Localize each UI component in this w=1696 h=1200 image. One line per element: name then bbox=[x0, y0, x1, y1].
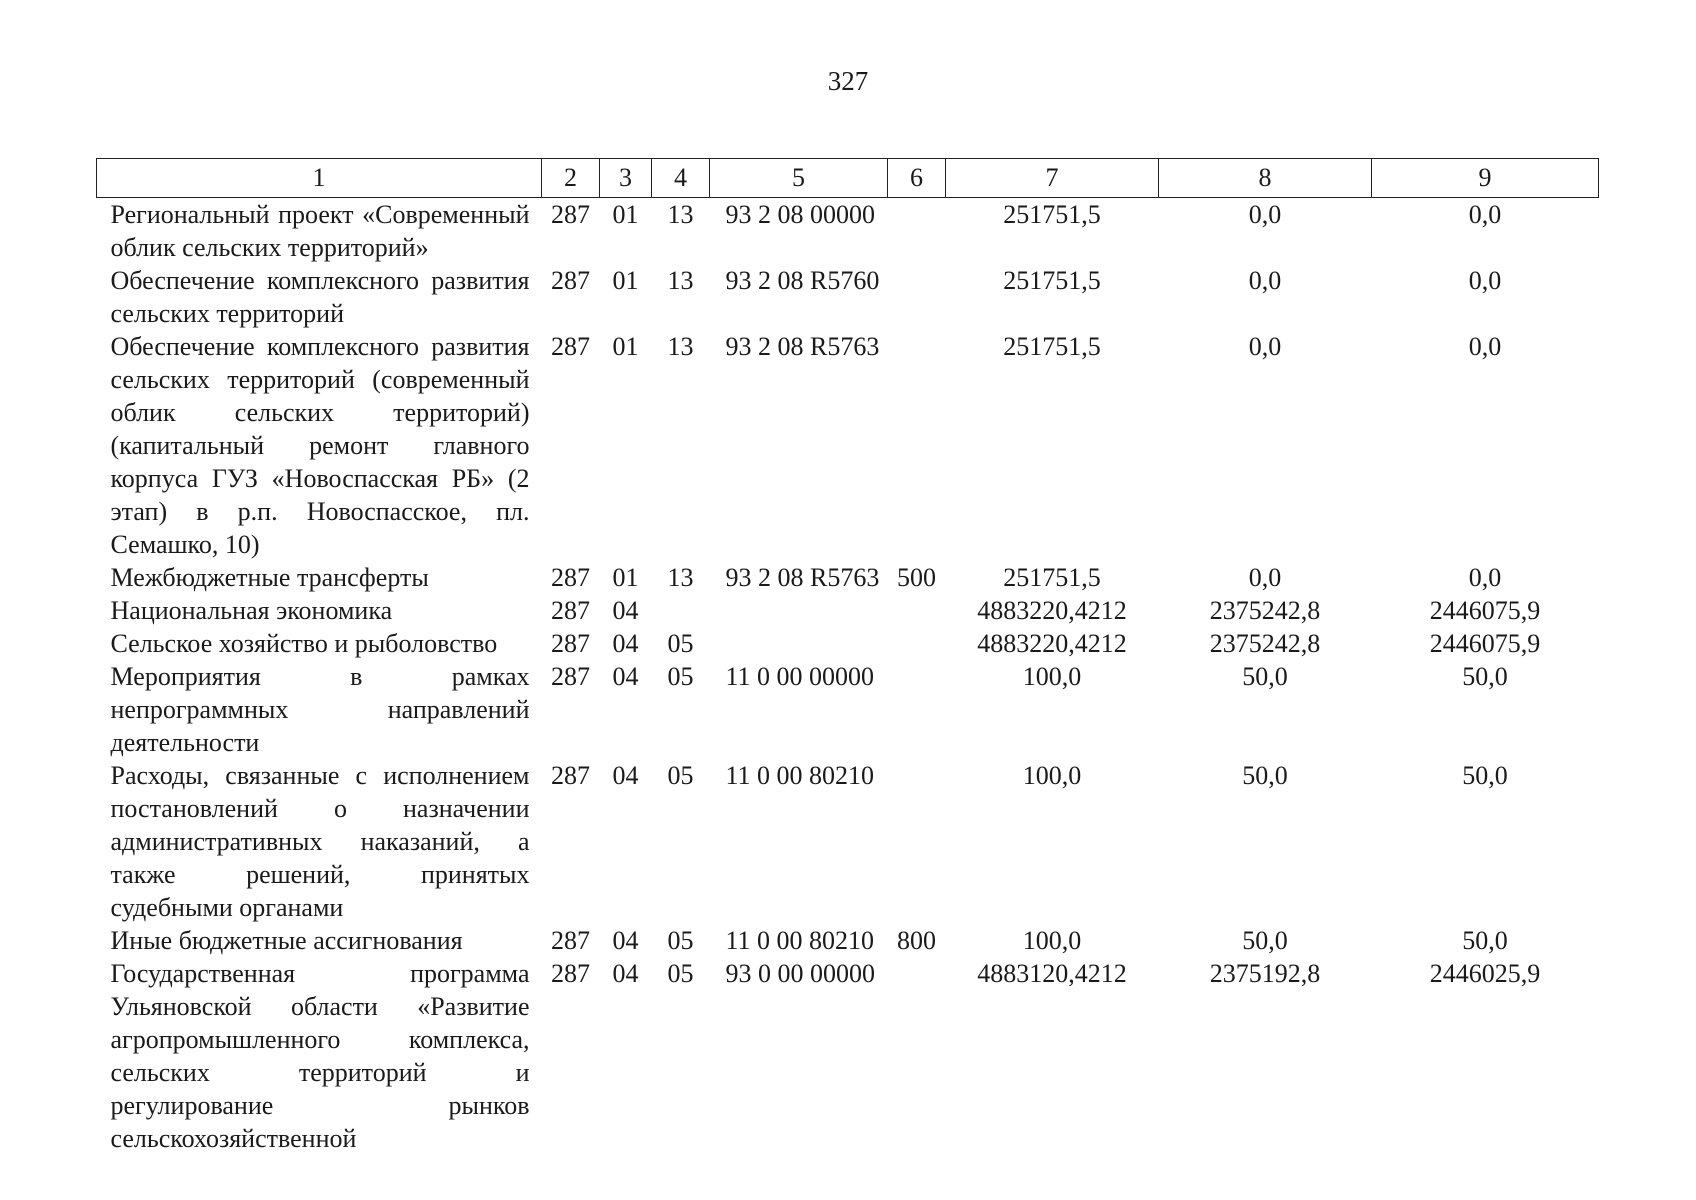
row-section-code: 04 bbox=[612, 629, 639, 658]
row-subsection-code: 05 bbox=[667, 629, 694, 658]
row-amount-col7: 251751,5 bbox=[1003, 200, 1101, 229]
row-amount-col8: 0,0 bbox=[1248, 563, 1282, 592]
row-section-code: 04 bbox=[612, 959, 639, 988]
header-col-6: 6 bbox=[888, 159, 946, 198]
row-name: Национальная экономика bbox=[110, 596, 393, 625]
row-amount-col7: 251751,5 bbox=[1003, 563, 1101, 592]
row-ministry-code: 287 bbox=[551, 563, 590, 592]
row-name: Государственная программа Ульяновской области «Развитие агропромышленного комплекса, сельских территорий и регулирование рынков сельскохозяйственной bbox=[110, 959, 530, 1153]
header-col-9: 9 bbox=[1372, 159, 1599, 198]
row-amount-col9: 0,0 bbox=[1468, 200, 1502, 229]
row-name: Межбюджетные трансферты bbox=[110, 563, 429, 592]
row-section-code: 04 bbox=[612, 662, 639, 691]
row-expense-type bbox=[888, 330, 946, 561]
table-row bbox=[97, 627, 1599, 660]
table-row bbox=[97, 660, 1599, 759]
row-amount-col9: 2446075,9 bbox=[1429, 629, 1541, 658]
row-amount-col8: 50,0 bbox=[1242, 761, 1288, 790]
row-ministry-code: 287 bbox=[551, 629, 590, 658]
row-amount-col9: 0,0 bbox=[1468, 332, 1502, 361]
row-amount-col8: 50,0 bbox=[1242, 926, 1288, 955]
row-target-article: 93 2 08 00000 bbox=[725, 200, 875, 229]
row-ministry-code: 287 bbox=[551, 266, 590, 295]
row-amount-col7: 4883120,4212 bbox=[977, 959, 1127, 988]
row-subsection-code: 05 bbox=[667, 761, 694, 790]
row-name: Обеспечение комплексного развития сельских территорий bbox=[110, 266, 530, 328]
table-row bbox=[97, 759, 1599, 924]
row-amount-col9: 2446075,9 bbox=[1429, 596, 1541, 625]
row-amount-col9: 50,0 bbox=[1462, 662, 1508, 691]
row-ministry-code: 287 bbox=[551, 332, 590, 361]
row-amount-col8: 2375242,8 bbox=[1209, 629, 1321, 658]
row-expense-type bbox=[888, 660, 946, 759]
row-section-code: 01 bbox=[612, 266, 639, 295]
row-ministry-code: 287 bbox=[551, 200, 590, 229]
row-subsection-code: 05 bbox=[667, 959, 694, 988]
row-amount-col9: 2446025,9 bbox=[1429, 959, 1541, 988]
row-amount-col9: 0,0 bbox=[1468, 563, 1502, 592]
row-expense-type bbox=[888, 759, 946, 924]
table-row bbox=[97, 924, 1599, 957]
row-amount-col8: 0,0 bbox=[1248, 332, 1282, 361]
row-expense-type bbox=[888, 198, 946, 265]
row-section-code: 01 bbox=[612, 563, 639, 592]
row-section-code: 04 bbox=[612, 596, 639, 625]
row-name: Мероприятия в рамках непрограммных направлений деятельности bbox=[110, 662, 530, 757]
table-row bbox=[97, 594, 1599, 627]
table-row bbox=[97, 264, 1599, 330]
header-col-8: 8 bbox=[1159, 159, 1372, 198]
row-amount-col8: 2375242,8 bbox=[1209, 596, 1321, 625]
table-row bbox=[97, 957, 1599, 1155]
row-ministry-code: 287 bbox=[551, 662, 590, 691]
row-section-code: 04 bbox=[612, 926, 639, 955]
row-target-article: 93 2 08 R5763 bbox=[725, 332, 880, 361]
row-amount-col9: 50,0 bbox=[1462, 926, 1508, 955]
header-col-5: 5 bbox=[710, 159, 888, 198]
row-section-code: 01 bbox=[612, 200, 639, 229]
row-amount-col7: 251751,5 bbox=[1003, 266, 1101, 295]
table-row bbox=[97, 561, 1599, 594]
row-amount-col7: 251751,5 bbox=[1003, 332, 1101, 361]
row-target-article: 11 0 00 80210 bbox=[725, 761, 875, 790]
row-name: Обеспечение комплексного развития сельских территорий (современный облик сельских территорий) (капитальный ремонт главного корпуса ГУЗ «Новоспасская РБ» (2 этап) в р.п. Новоспасское, пл. Семашко, 10) bbox=[110, 332, 530, 559]
row-target-article bbox=[710, 627, 888, 660]
row-ministry-code: 287 bbox=[551, 959, 590, 988]
row-name: Сельское хозяйство и рыболовство bbox=[110, 629, 498, 658]
row-subsection-code: 13 bbox=[667, 266, 694, 295]
row-section-code: 01 bbox=[612, 332, 639, 361]
row-amount-col8: 2375192,8 bbox=[1209, 959, 1321, 988]
row-target-article: 93 2 08 R5763 bbox=[725, 563, 880, 592]
row-amount-col8: 0,0 bbox=[1248, 200, 1282, 229]
row-target-article: 93 0 00 00000 bbox=[725, 959, 875, 988]
row-subsection-code: 13 bbox=[667, 200, 694, 229]
row-amount-col8: 0,0 bbox=[1248, 266, 1282, 295]
row-subsection-code: 05 bbox=[667, 662, 694, 691]
row-target-article: 11 0 00 00000 bbox=[725, 662, 875, 691]
row-name: Региональный проект «Современный облик сельских территорий» bbox=[110, 200, 530, 262]
row-section-code: 04 bbox=[612, 761, 639, 790]
row-expense-type bbox=[888, 594, 946, 627]
row-ministry-code: 287 bbox=[551, 926, 590, 955]
page-number: 327 bbox=[827, 66, 869, 96]
row-target-article bbox=[710, 594, 888, 627]
row-amount-col8: 50,0 bbox=[1242, 662, 1288, 691]
header-col-4: 4 bbox=[652, 159, 710, 198]
row-expense-type: 500 bbox=[897, 563, 936, 592]
table-row bbox=[97, 198, 1599, 265]
row-subsection-code: 13 bbox=[667, 332, 694, 361]
budget-table bbox=[96, 158, 1599, 1155]
row-expense-type bbox=[888, 627, 946, 660]
row-amount-col7: 4883220,4212 bbox=[977, 596, 1127, 625]
row-expense-type bbox=[888, 957, 946, 1155]
table-row bbox=[97, 330, 1599, 561]
row-name: Иные бюджетные ассигнования bbox=[110, 926, 463, 955]
header-col-7: 7 bbox=[946, 159, 1159, 198]
row-subsection-code bbox=[652, 594, 710, 627]
header-col-1: 1 bbox=[97, 159, 542, 198]
header-col-2: 2 bbox=[542, 159, 600, 198]
row-expense-type bbox=[888, 264, 946, 330]
row-expense-type: 800 bbox=[897, 926, 936, 955]
row-amount-col9: 0,0 bbox=[1468, 266, 1502, 295]
row-subsection-code: 05 bbox=[667, 926, 694, 955]
row-amount-col7: 100,0 bbox=[1022, 761, 1082, 790]
header-row bbox=[97, 159, 1599, 198]
row-ministry-code: 287 bbox=[551, 761, 590, 790]
row-amount-col9: 50,0 bbox=[1462, 761, 1508, 790]
header-col-3: 3 bbox=[600, 159, 652, 198]
row-ministry-code: 287 bbox=[551, 596, 590, 625]
row-target-article: 11 0 00 80210 bbox=[725, 926, 875, 955]
row-amount-col7: 100,0 bbox=[1022, 662, 1082, 691]
row-amount-col7: 4883220,4212 bbox=[977, 629, 1127, 658]
row-target-article: 93 2 08 R5760 bbox=[725, 266, 880, 295]
row-subsection-code: 13 bbox=[667, 563, 694, 592]
row-name: Расходы, связанные с исполнением постановлений о назначении административных наказаний, а также решений, принятых судебными органами bbox=[110, 761, 530, 922]
row-amount-col7: 100,0 bbox=[1022, 926, 1082, 955]
